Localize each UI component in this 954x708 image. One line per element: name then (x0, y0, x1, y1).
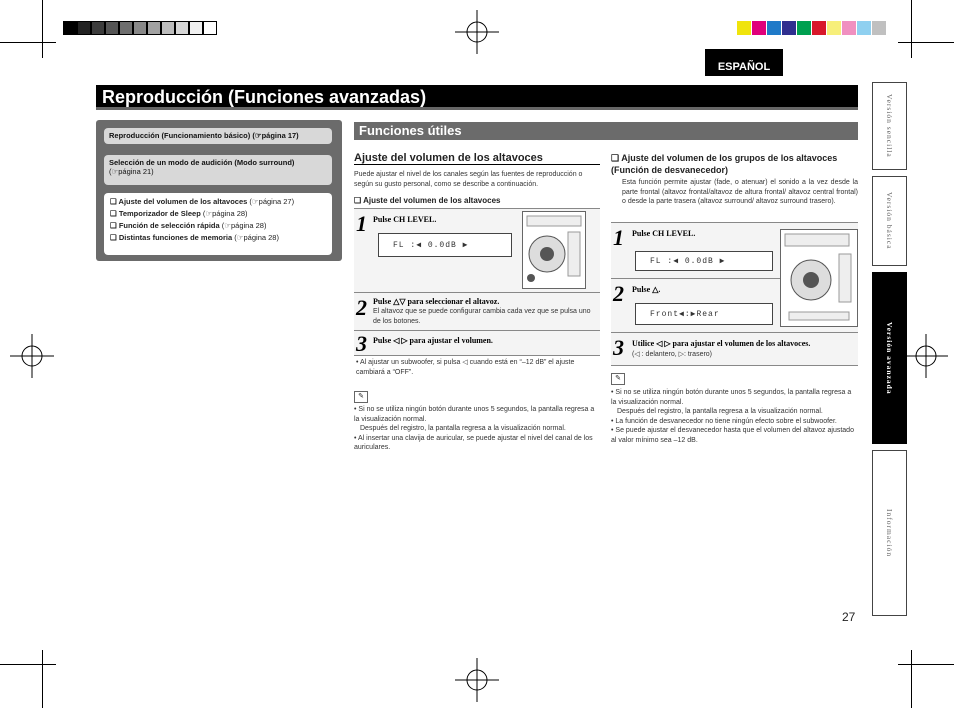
crop-mark (898, 664, 954, 665)
color-swatch (752, 21, 766, 35)
left-subheading: ❑ Ajuste del volumen de los altavoces (354, 196, 501, 205)
step-text: Pulse ◁ ▷ para ajustar el volumen. (373, 336, 493, 345)
right-intro: Esta función permite ajustar (fade, o atenuar) el sonido a la vez desde la parte frontal (altavoz frontal/altavoz de altura frontal/ altavoz central frontal) o desde la parte trasera (altavoz surround/ altavoz surround trasero). (622, 179, 858, 205)
section-title: Funciones útiles (354, 122, 858, 140)
color-swatch (767, 21, 781, 35)
color-swatch (737, 21, 751, 35)
step-number: 1 (356, 211, 367, 236)
step-text: Pulse △. (632, 285, 661, 294)
crop-mark (911, 650, 912, 708)
lcd-display: FL :◀ 0.0dB ▶ (635, 251, 773, 271)
step-text: Pulse CH LEVEL. (373, 215, 437, 224)
crop-mark (0, 664, 56, 665)
note-icon: ✎ (354, 391, 368, 403)
tab-version-avanzada[interactable]: Versión avanzada (872, 272, 907, 444)
crop-mark (0, 42, 56, 43)
nav-item-basic-playback[interactable]: Reproducción (Funcionamiento básico) (☞página 17) (104, 128, 332, 144)
color-swatch (857, 21, 871, 35)
remote-control-icon (522, 211, 586, 289)
crop-mark (898, 42, 954, 43)
color-swatch (872, 21, 886, 35)
color-swatch (782, 21, 796, 35)
right-heading: ❑ Ajuste del volumen de los grupos de los altavoces (Función de desvanecedor) (611, 153, 838, 175)
left-step3-bullet: • Al ajustar un subwoofer, si pulsa ◁ cuando está en “–12 dB” el ajuste cambiará a “OFF”. (356, 359, 575, 376)
step-number: 2 (613, 281, 624, 306)
nav-item-surround-mode[interactable]: Selección de un modo de audición (Modo surround) (☞página 21) (104, 155, 332, 185)
step-text: Utilice ◁ ▷ para ajustar el volumen de los altavoces. (632, 339, 811, 348)
color-swatch (842, 21, 856, 35)
step-text: Pulse CH LEVEL. (632, 229, 696, 238)
registration-target-icon (455, 658, 499, 702)
step-number: 1 (613, 225, 624, 250)
gray-swatch (203, 21, 217, 35)
tab-version-basica[interactable]: Versión básica (872, 176, 907, 266)
tab-informacion[interactable]: Información (872, 450, 907, 616)
gray-swatch (63, 21, 77, 35)
remote-control-icon (780, 229, 858, 327)
gray-swatch (161, 21, 175, 35)
step-text: Pulse △▽ para seleccionar el altavoz. (373, 297, 500, 306)
left-notes: • Si no se utiliza ningún botón durante unos 5 segundos, la pantalla regresa a la visualización normal. Después del registro, la pantalla regresa a la visualización normal. • Al insertar una clavija de auricular, se puede ajustar el nivel del canal de los auriculares. (354, 406, 595, 451)
step-subtext: (◁ : delantero, ▷: trasero) (632, 351, 713, 358)
gray-swatch (91, 21, 105, 35)
registration-target-icon (10, 334, 54, 378)
crop-mark (911, 0, 912, 58)
crop-mark (42, 0, 43, 58)
gray-swatch (189, 21, 203, 35)
left-step-1 (354, 208, 600, 293)
left-intro: Puede ajustar el nivel de los canales según las fuentes de reproducción o según su gusto personal, como se describe a continuación. (354, 171, 583, 188)
crop-mark (42, 650, 43, 708)
left-step-3 (354, 330, 600, 356)
step-number: 3 (356, 331, 367, 356)
note-icon: ✎ (611, 373, 625, 385)
right-notes: • Si no se utiliza ningún botón durante unos 5 segundos, la pantalla regresa a la visualización normal. Después del registro, la pantalla regresa a la visualización normal. • La función de desvanecedor no tiene ningún efecto sobre el subwoofer. • Se puede ajustar el desvanecedor hasta que el volumen del altavoz ajustado al valor mínimo sea –12 dB. (611, 389, 854, 444)
navigation-box (96, 120, 342, 261)
gray-swatch (77, 21, 91, 35)
tab-version-sencilla[interactable]: Versión sencilla (872, 82, 907, 170)
lcd-display: FL :◀ 0.0dB ▶ (378, 233, 512, 257)
right-step-3 (611, 332, 858, 366)
step-number: 2 (356, 295, 367, 320)
gray-swatch (119, 21, 133, 35)
step-number: 3 (613, 335, 624, 360)
page-title: Reproducción (Funciones avanzadas) (96, 85, 858, 110)
language-badge: ESPAÑOL (705, 49, 783, 76)
nav-subitems (104, 193, 332, 255)
nav-subitem[interactable]: ❑ Ajuste del volumen de los altavoces (☞página 27) (110, 197, 295, 206)
gray-swatch (175, 21, 189, 35)
color-swatch (827, 21, 841, 35)
left-step-2 (354, 292, 600, 331)
nav-subitem[interactable]: ❑ Temporizador de Sleep (☞página 28) (110, 209, 248, 218)
gray-swatch (147, 21, 161, 35)
gray-swatch (105, 21, 119, 35)
color-swatch (797, 21, 811, 35)
lcd-display: Front◀:▶Rear (635, 303, 773, 325)
page-number: 27 (842, 610, 856, 624)
registration-target-icon (455, 10, 499, 54)
left-heading: Ajuste del volumen de los altavoces (354, 152, 600, 165)
gray-swatch (133, 21, 147, 35)
nav-subitem[interactable]: ❑ Distintas funciones de memoria (☞página 28) (110, 233, 279, 242)
nav-subitem[interactable]: ❑ Función de selección rápida (☞página 28) (110, 221, 267, 230)
registration-target-icon (904, 334, 948, 378)
color-swatch (812, 21, 826, 35)
step-subtext: El altavoz que se puede configurar cambia cada vez que se pulsa uno de los botones. (373, 308, 591, 325)
